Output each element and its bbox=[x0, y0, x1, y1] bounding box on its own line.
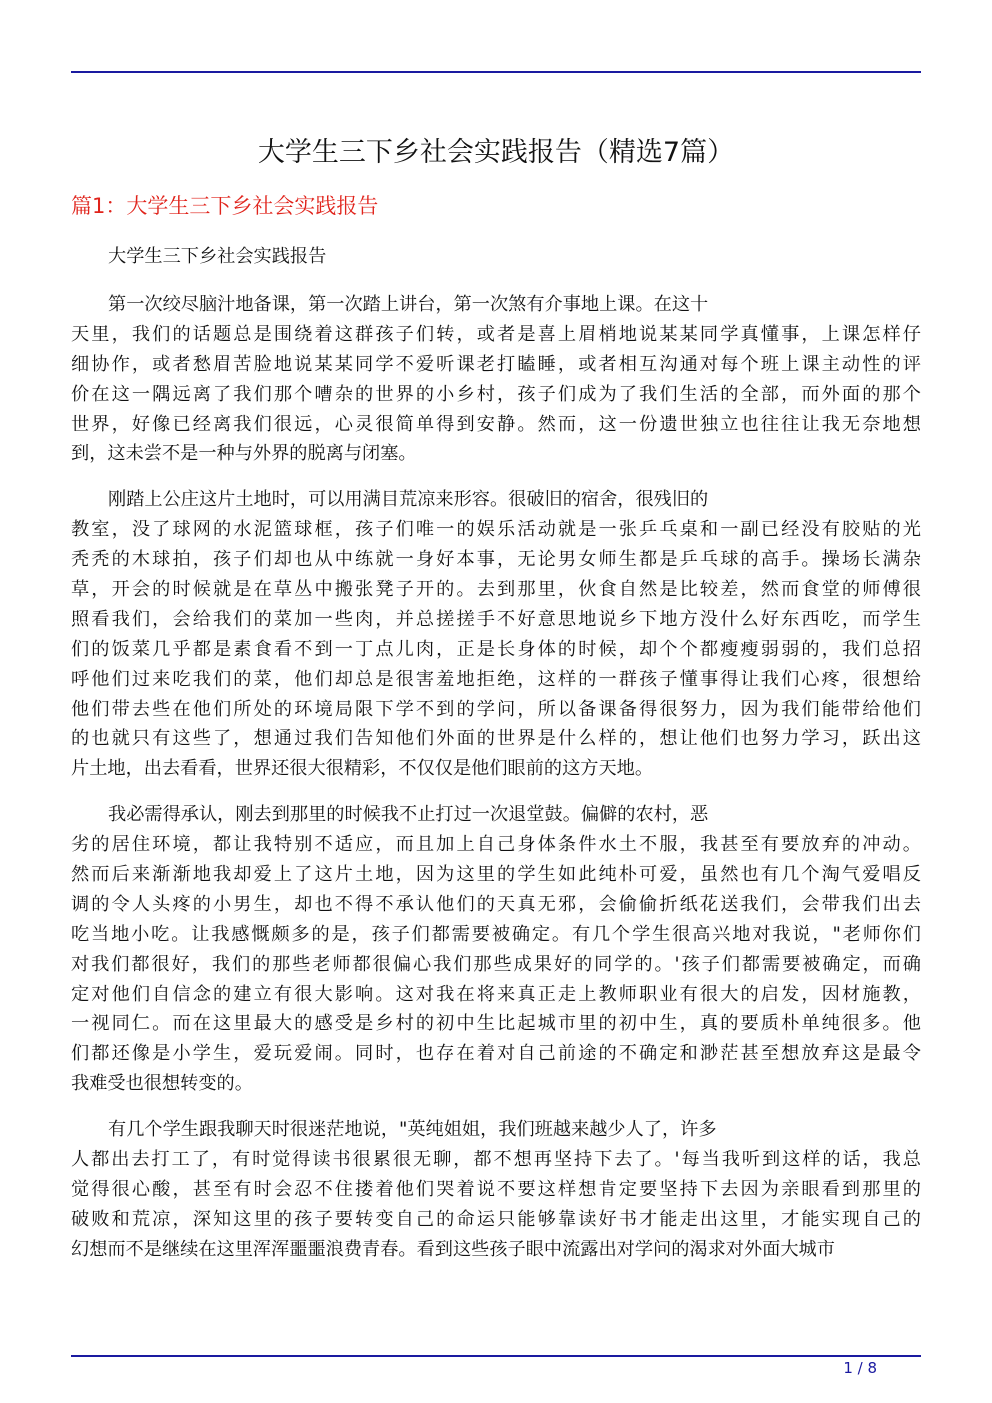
paragraph-line: 的也就只有这些了，想通过我们告知他们外面的世界是什么样的，想让他们也努力学习，跃出这 bbox=[71, 728, 921, 750]
paragraph-line: 第一次绞尽脑汁地备课，第一次踏上讲台，第一次煞有介事地上课。在这十 bbox=[108, 294, 709, 315]
paragraph-line: 草，开会的时候就是在草丛中搬张凳子开的。去到那里，伙食自然是比较差，然而食堂的师傅很 bbox=[71, 579, 921, 601]
paragraph-line: 刚踏上公庄这片土地时，可以用满目荒凉来形容。很破旧的宿舍，很残旧的 bbox=[108, 489, 709, 511]
section-heading: 篇1：大学生三下乡社会实践报告 bbox=[71, 194, 379, 218]
paragraph-line: 到，这未尝不是一种与外界的脱离与闭塞。 bbox=[71, 443, 417, 465]
paragraph-line: 幻想而不是继续在这里浑浑噩噩浪费青春。看到这些孩子眼中流露出对学问的渴求对外面大城市 bbox=[71, 1238, 835, 1260]
paragraph-line: 吃当地小吃。让我感慨颇多的是，孩子们都需要被确定。有几个学生很高兴地对我说，"老师你们 bbox=[71, 923, 921, 945]
header-rule bbox=[71, 71, 921, 73]
footer-rule bbox=[71, 1355, 921, 1357]
paragraph-line: 呼他们过来吃我们的菜，他们却总是很害羞地拒绝，这样的一群孩子懂事得让我们心疼，很想给 bbox=[71, 668, 921, 690]
paragraph-line: 破败和荒凉，深知这里的孩子要转变自己的命运只能够靠读好书才能走出这里，才能实现自己的 bbox=[71, 1208, 921, 1230]
paragraph bbox=[71, 485, 921, 784]
article-subtitle: 大学生三下乡社会实践报告 bbox=[108, 246, 327, 267]
paragraph-line: 天里，我们的话题总是围绕着这群孩子们转，或者是喜上眉梢地说某某同学真懂事，上课怎样仔 bbox=[71, 323, 921, 345]
paragraph-line: 定对他们自信念的建立有很大影响。这对我在将来真正走上教师职业有很大的启发，因材施教， bbox=[71, 983, 921, 1005]
paragraph bbox=[71, 1115, 921, 1264]
paragraph bbox=[71, 800, 921, 1099]
paragraph bbox=[71, 290, 921, 469]
paragraph-line: 劣的居住环境，都让我特别不适应，而且加上自己身体条件水土不服，我甚至有要放弃的冲动。 bbox=[71, 834, 921, 856]
document-body bbox=[71, 242, 921, 1281]
paragraph-line: 调的令人头疼的小男生，却也不得不承认他们的天真无邪，会偷偷折纸花送我们，会带我们出去 bbox=[71, 893, 921, 915]
paragraph-line: 然而后来渐渐地我却爱上了这片土地，因为这里的学生如此纯朴可爱，虽然也有几个淘气爱唱反 bbox=[71, 864, 921, 886]
paragraph-line: 他们带去些在他们所处的环境局限下学不到的学问，所以备课备得很努力，因为我们能带给他们 bbox=[71, 698, 921, 720]
page-number: 1 / 8 bbox=[843, 1359, 877, 1377]
paragraph-line: 价在这一隅远离了我们那个嘈杂的世界的小乡村，孩子们成为了我们生活的全部，而外面的那个 bbox=[71, 383, 921, 405]
paragraph-line: 细协作，或者愁眉苦脸地说某某同学不爱听课老打瞌睡，或者相互沟通对每个班上课主动性的评 bbox=[71, 353, 921, 375]
paragraph-line: 秃秃的木球拍，孩子们却也从中练就一身好本事，无论男女师生都是乒乓球的高手。操场长满杂 bbox=[71, 549, 921, 571]
paragraph-line: 人都出去打工了，有时觉得读书很累很无聊，都不想再坚持下去了。'每当我听到这样的话，我总 bbox=[71, 1149, 921, 1171]
paragraph-line: 片土地，出去看看，世界还很大很精彩，不仅仅是他们眼前的这方天地。 bbox=[71, 758, 654, 780]
document-title: 大学生三下乡社会实践报告（精选7篇） bbox=[257, 137, 735, 168]
paragraph-line: 世界，好像已经离我们很远，心灵很简单得到安静。然而，这一份遗世独立也往往让我无奈地想 bbox=[71, 413, 921, 435]
paragraph-line: 们都还像是小学生，爱玩爱闹。同时，也存在着对自己前途的不确定和渺茫甚至想放弃这是最令 bbox=[71, 1043, 921, 1065]
paragraph-line: 有几个学生跟我聊天时很迷茫地说，"英纯姐姐，我们班越来越少人了，许多 bbox=[108, 1119, 717, 1141]
paragraph-line: 们的饭菜几乎都是素食看不到一丁点儿肉，正是长身体的时候，却个个都瘦瘦弱弱的，我们总招 bbox=[71, 638, 921, 660]
paragraph-line: 我难受也很想转变的。 bbox=[71, 1073, 253, 1095]
paragraph-line: 觉得很心酸，甚至有时会忍不住搂着他们哭着说不要这样想肯定要坚持下去因为亲眼看到那里的 bbox=[71, 1178, 921, 1200]
paragraph-line: 对我们都很好，我们的那些老师都很偏心我们那些成果好的同学的。'孩子们都需要被确定，而确 bbox=[71, 953, 921, 975]
paragraph-line: 教室，没了球网的水泥篮球框，孩子们唯一的娱乐活动就是一张乒乓桌和一副已经没有胶贴的光 bbox=[71, 519, 921, 541]
paragraph-line: 照看我们，会给我们的菜加一些肉，并总搓搓手不好意思地说乡下地方没什么好东西吃，而学生 bbox=[71, 608, 921, 630]
paragraph-line: 一视同仁。而在这里最大的感受是乡村的初中生比起城市里的初中生，真的要质朴单纯很多。他 bbox=[71, 1013, 921, 1035]
paragraph-line: 我必需得承认，刚去到那里的时候我不止打过一次退堂鼓。偏僻的农村，恶 bbox=[108, 804, 709, 826]
